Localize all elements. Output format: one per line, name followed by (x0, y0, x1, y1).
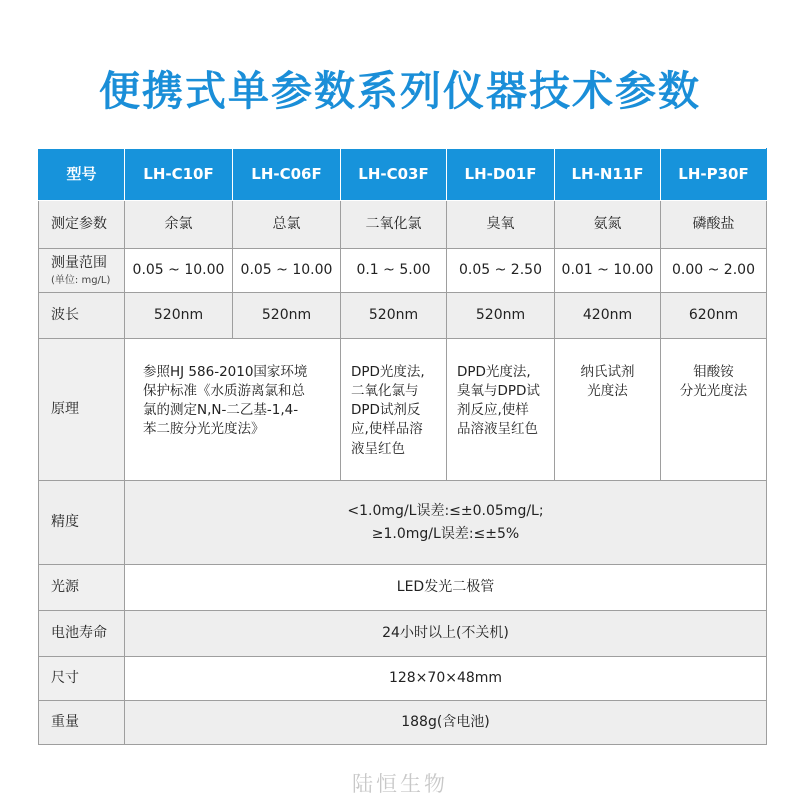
row-label: 原理 (39, 339, 125, 481)
parameter-cell: 磷酸盐 (661, 201, 767, 249)
principle-chlorine-dioxide: DPD光度法, 二氧化氯与 DPD试剂反 应,使样品溶 液呈红色 (351, 364, 425, 457)
weight-row (39, 701, 767, 745)
precision-line-1: <1.0mg/L误差:≤±0.05mg/L; (347, 503, 544, 520)
parameter-cell: 氨氮 (555, 201, 661, 249)
wavelength-row (39, 293, 767, 339)
range-cell: 0.00 ~ 2.00 (661, 249, 767, 293)
header-row (39, 149, 767, 201)
model-cell: LH-N11F (555, 149, 661, 201)
principle-phosphate-cell (661, 339, 767, 481)
header-label: 型号 (39, 149, 125, 201)
principle-ozone-cell (447, 339, 555, 481)
parameter-row (39, 201, 767, 249)
model-cell: LH-P30F (661, 149, 767, 201)
model-cell: LH-D01F (447, 149, 555, 201)
wavelength-cell: 520nm (447, 293, 555, 339)
row-label: 重量 (39, 701, 125, 745)
range-row (39, 249, 767, 293)
range-unit: (单位: mg/L) (51, 274, 111, 286)
light-source-cell: LED发光二极管 (125, 565, 767, 611)
spec-table (38, 148, 767, 745)
battery-row (39, 611, 767, 657)
principle-ozone: DPD光度法, 臭氧与DPD试 剂反应,使样 品溶液呈红色 (457, 364, 540, 438)
principle-phosphate: 钼酸铵 分光光度法 (679, 364, 748, 400)
wavelength-cell: 520nm (341, 293, 447, 339)
row-label: 电池寿命 (39, 611, 125, 657)
precision-line-2: ≥1.0mg/L误差:≤±5% (371, 525, 520, 542)
precision-cell (125, 481, 767, 565)
parameter-cell: 二氧化氯 (341, 201, 447, 249)
parameter-cell: 臭氧 (447, 201, 555, 249)
row-label: 精度 (39, 481, 125, 565)
parameter-cell: 总氯 (233, 201, 341, 249)
row-label: 尺寸 (39, 657, 125, 701)
row-label: 测定参数 (39, 201, 125, 249)
range-label: 测量范围 (51, 254, 107, 271)
model-cell: LH-C03F (341, 149, 447, 201)
range-cell: 0.05 ~ 10.00 (125, 249, 233, 293)
size-row (39, 657, 767, 701)
principle-ammonia-cell (555, 339, 661, 481)
range-cell: 0.1 ~ 5.00 (341, 249, 447, 293)
model-cell: LH-C06F (233, 149, 341, 201)
row-label: 波长 (39, 293, 125, 339)
row-label (39, 249, 125, 293)
wavelength-cell: 620nm (661, 293, 767, 339)
principle-chlorine: 参照HJ 586-2010国家环境 保护标准《水质游离氯和总 氯的测定N,N-二乙基-1,4- 苯二胺分光光度法》 (143, 364, 308, 438)
range-cell: 0.05 ~ 2.50 (447, 249, 555, 293)
principle-chlorine-cell (125, 339, 341, 481)
size-cell: 128×70×48mm (125, 657, 767, 701)
parameter-cell: 余氯 (125, 201, 233, 249)
wavelength-cell: 420nm (555, 293, 661, 339)
wavelength-cell: 520nm (125, 293, 233, 339)
light-source-row (39, 565, 767, 611)
row-label: 光源 (39, 565, 125, 611)
range-cell: 0.05 ~ 10.00 (233, 249, 341, 293)
weight-cell: 188g(含电池) (125, 701, 767, 745)
watermark: 陆恒生物 (352, 772, 448, 796)
range-cell: 0.01 ~ 10.00 (555, 249, 661, 293)
model-cell: LH-C10F (125, 149, 233, 201)
precision-row (39, 481, 767, 565)
page-title: 便携式单参数系列仪器技术参数 (99, 67, 701, 115)
battery-cell: 24小时以上(不关机) (125, 611, 767, 657)
principle-ammonia: 纳氏试剂 光度法 (580, 364, 635, 400)
principle-chlorine-dioxide-cell (341, 339, 447, 481)
wavelength-cell: 520nm (233, 293, 341, 339)
principle-row (39, 339, 767, 481)
